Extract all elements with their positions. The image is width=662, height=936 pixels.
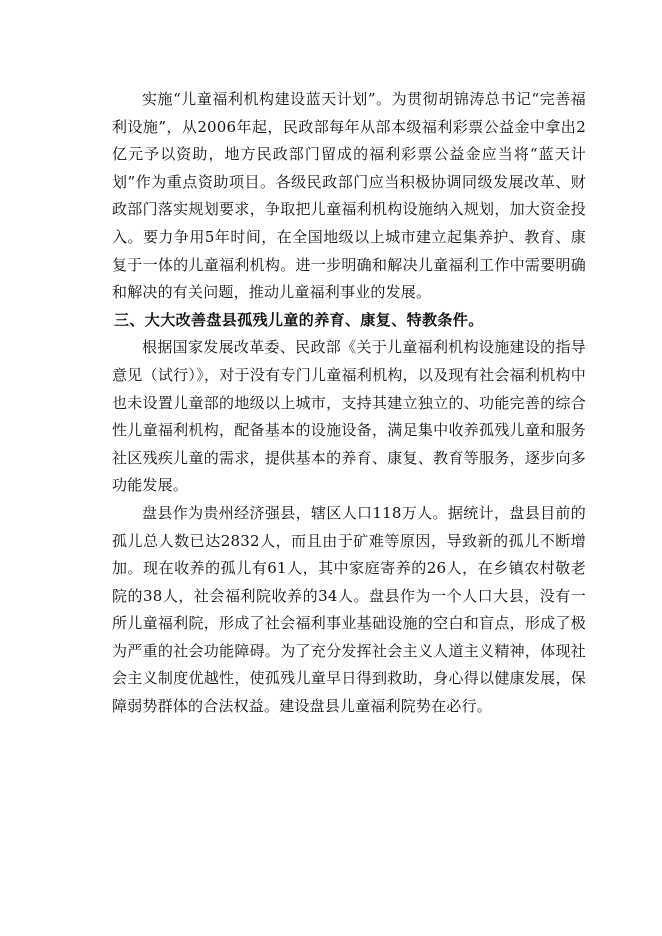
paragraph-guidance-opinion: 根据国家发展改革委、民政部《关于儿童福利机构设施建设的指导意见（试行）》，对于没有专门儿童福利机构，以及现有社会福利机构中也未设置儿童部的地级以上城市，支持其建立独立的、功能完善的综合性儿童福利机构，配备基本的设施设备，满足集中收养孤残儿童和服务社区残疾儿童的需求，提供基本的养育、康复、教育等服务，逐步向多功能发展。: [112, 338, 586, 495]
paragraph-panxian-situation: 盘县作为贵州经济强县，辖区人口118万人。据统计，盘县目前的孤儿总人数已达2832人，而且由于矿难等原因，导致新的孤儿不断增加。现在收养的孤儿有61人，其中家庭寄养的26人，在乡镇农村敬老院的38人，社会福利院收养的34人。盘县作为一个人口大县，没有一所儿童福利院，形成了社会福利事业基础设施的空白和盲点，形成了极为严重的社会功能障碍。为了充分发挥社会主义人道主义精神，体现社会主义制度优越性，使孤残儿童早日得到救助，身心得以健康发展，保障弱势群体的合法权益。建设盘县儿童福利院势在必行。: [112, 503, 586, 716]
paragraph-blue-sky-plan: 实施“儿童福利机构建设蓝天计划”。为贯彻胡锦涛总书记“完善福利设施”，从2006年起，民政部每年从部本级福利彩票公益金中拿出2亿元予以资助，地方民政部门留成的福利彩票公益金应当将“蓝天计划”作为重点资助项目。各级民政部门应当积极协调同级发展改革、财政部门落实规划要求，争取把儿童福利机构设施纳入规划，加大资金投入。要力争用5年时间，在全国地级以上城市建立起集养护、教育、康复于一体的儿童福利机构。进一步明确和解决儿童福利工作中需要明确和解决的有关问题，推动儿童福利事业的发展。: [112, 90, 586, 302]
section-heading-three: 三、大大改善盘县孤残儿童的养育、康复、特教条件。: [114, 310, 484, 329]
document-body: [112, 86, 586, 721]
